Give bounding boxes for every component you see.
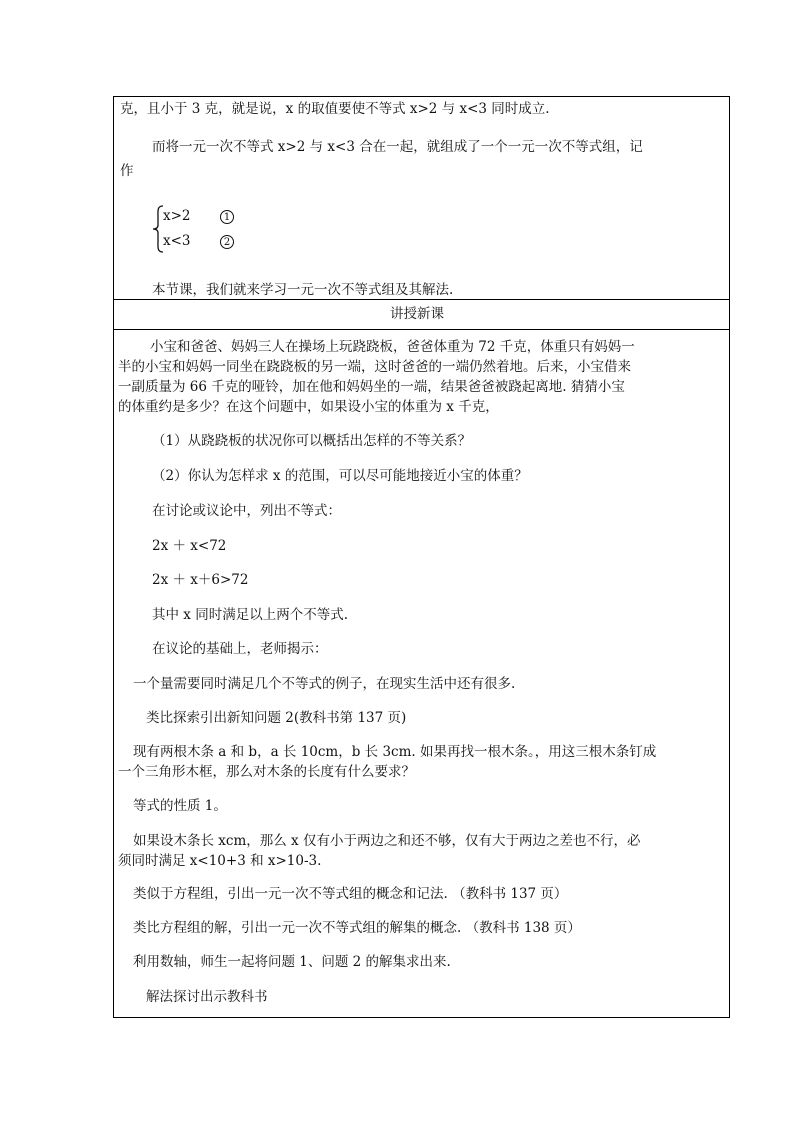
row-divider	[114, 299, 729, 300]
body-line: 在讨论或议论中，列出不等式：	[152, 503, 341, 519]
question-1: （1）从跷跷板的状况你可以概括出怎样的不等关系？	[152, 433, 472, 449]
inequality: 2x ＋ x<72	[152, 538, 227, 554]
question-2: （2）你认为怎样求 x 的范围，可以尽可能地接近小宝的体重？	[152, 468, 528, 484]
paragraph-line: 的体重约是多少？在这个问题中，如果设小宝的体重为 x 千克，	[118, 399, 499, 415]
system-inequality-2: x<3	[163, 233, 191, 249]
body-line: 类比方程组的解，引出一元一次不等式组的解集的概念. （教科书 138 页）	[133, 920, 581, 936]
paragraph-line: 如果设木条长 xcm，那么 x 仅有小于两边之和还不够，仅有大于两边之差也不行，必	[133, 833, 641, 849]
paragraph-line: 半的小宝和妈妈一同坐在跷跷板的另一端，这时爸爸的一端仍然着地。后来，小宝借来	[118, 359, 631, 375]
paragraph-line: 现有两根木条 a 和 b，a 长 10cm，b 长 3cm. 如果再找一根木条。，用这三根木条钉成	[133, 744, 657, 760]
body-line: 其中 x 同时满足以上两个不等式.	[152, 607, 348, 623]
body-line: 利用数轴，师生一起将问题 1、问题 2 的解集求出来.	[133, 954, 451, 970]
row-divider	[114, 329, 729, 330]
circled-one-icon: 1	[220, 207, 234, 225]
system-inequality-1: x>2	[163, 208, 191, 224]
body-line: 在议论的基础上，老师揭示：	[152, 641, 328, 657]
section-title: 讲授新课	[390, 306, 444, 322]
paragraph-line: 小宝和爸爸、妈妈三人在操场上玩跷跷板，爸爸体重为 72 千克，体重只有妈妈一	[150, 339, 635, 355]
body-line: 等式的性质 1。	[133, 798, 227, 814]
intro-line: 本节课，我们就来学习一元一次不等式组及其解法.	[152, 282, 454, 298]
body-line: 一个量需要同时满足几个不等式的例子，在现实生活中还有很多.	[133, 676, 516, 692]
paragraph-line: 须同时满足 x<10+3 和 x>10-3.	[118, 853, 322, 869]
intro-line: 而将一元一次不等式 x>2 与 x<3 合在一起，就组成了一个一元一次不等式组，记	[152, 139, 643, 155]
body-line: 类比探索引出新知问题 2(教科书第 137 页)	[146, 710, 407, 726]
body-line: 解法探讨出示教科书	[146, 989, 268, 1005]
inequality: 2x ＋ x＋6>72	[152, 572, 249, 588]
intro-line: 克，且小于 3 克，就是说，x 的取值要使不等式 x>2 与 x<3 同时成立.	[120, 101, 550, 117]
intro-line: 作	[120, 163, 134, 179]
paragraph-line: 一副质量为 66 千克的哑铃，加在他和妈妈坐的一端，结果爸爸被跷起离地. 猜猜小宝	[118, 379, 625, 395]
paragraph-line: 一个三角形木框，那么对木条的长度有什么要求？	[118, 764, 415, 780]
body-line: 类似于方程组，引出一元一次不等式组的概念和记法. （教科书 137 页）	[133, 886, 568, 902]
circled-two-icon: 2	[220, 232, 234, 250]
lesson-table	[113, 96, 730, 1018]
